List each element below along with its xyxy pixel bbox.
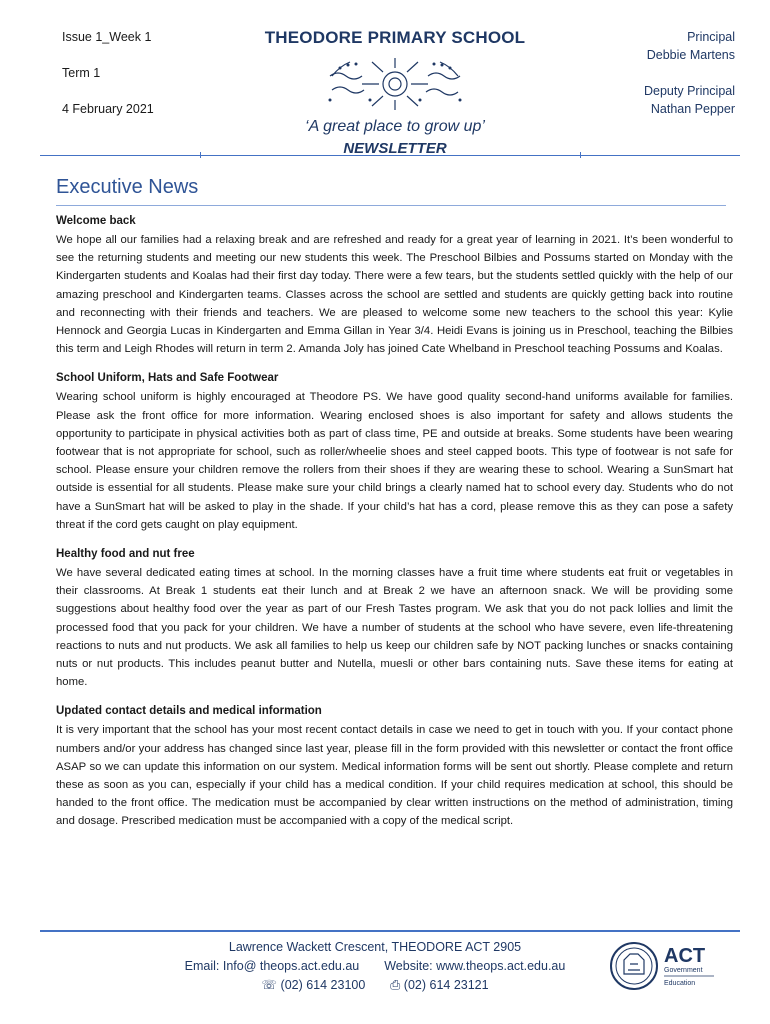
contact-phone <box>100 976 650 995</box>
school-motto: ‘A great place to grow up’ <box>305 118 485 135</box>
article-body: We hope all our families had a relaxing break and are refreshed and ready for a great year of learning in 2021. It’s been wonderful to see the returning students and meeting our new students this week. The Preschool Bilbies and Possums started on Monday with the Kindergarten students and Koalas had their first day today. There were a few tears, but the students settled quickly with the help of our amazing preschool and Kindergarten teams. Classes across the school are settled and students are quickly getting back into routine and reconnecting with their friends and teachers. We are pleased to welcome some new teachers to the school this year: Kylie Hennock and Georgia Lucas in Kindergarten and Emma Gillan in Year 3/4. Heidi Evans is joining us in Preschool, teaching the Bilbies this term and Leigh Rhodes will return in term 2. Amanda Joly has joined Cate Whelband in Preschool teaching Possums and Koalas. <box>56 234 733 356</box>
section-divider <box>56 205 726 206</box>
term-label: Term 1 <box>62 66 101 80</box>
school-address: Lawrence Wackett Crescent, THEODORE ACT 2905 <box>228 940 522 954</box>
deputy-title: Deputy Principal <box>643 84 735 98</box>
principal-name: Debbie Martens <box>646 48 735 62</box>
logo-line1: Government <box>664 967 703 974</box>
section-title: Executive News <box>56 176 199 198</box>
article-body: Wearing school uniform is highly encouraged at Theodore PS. We have good quality second-hand uniforms available for families. Please ask the front office for more information. Wearing enclosed shoes is also important for safety and allows students the opportunity to participate in physical activities both as part of class time, PE and outside at breaks. Some students have been wearing footwear that is not appropriate for school, such as roller/wheelie shoes and steel capped boots. This type of footwear is not safe for school. Please ensure your children remove the rollers from their shoes if they are wearing these to school. Wearing a SunSmart hat outside is essential for all students. Please make sure your child brings a clearly named hat to school every day. Students who do not have a SunSmart hat will be asked to play in the shade. If your child’s hat has a cord, please remove this as they can pose a safety threat if the cord gets caught on play equipment. <box>56 391 733 531</box>
act-government-logo <box>608 940 728 992</box>
header-divider <box>40 155 740 156</box>
issue-info <box>62 28 154 136</box>
article-heading: Healthy food and nut free <box>56 548 195 561</box>
logo-line2: Education <box>664 980 696 987</box>
article <box>56 370 733 534</box>
article <box>56 213 733 358</box>
footer-divider <box>40 930 740 932</box>
article-body: It is very important that the school has your most recent contact details in case we need to get in touch with you. If your contact phone numbers and/or your address has changed since last year, please fill in the form provided with this newsletter or contact the front office ASAP so we can update this information on our system. Medical information forms will be sent out shortly. Please complete and return these as soon as you can, especially if your child has a medical condition. If your child requires medication at school, this should be handed to the front office. The medication must be accompanied by clear written instructions on the method of administration, timing and dosage. Prescribed medication must be accompanied with a copy of the medical script. <box>56 724 733 828</box>
article-heading: School Uniform, Hats and Safe Footwear <box>56 372 279 385</box>
school-name: THEODORE PRIMARY SCHOOL <box>264 28 526 47</box>
fax-number: (02) 614 23121 <box>403 978 489 992</box>
logo-wordmark: ACT <box>664 945 706 967</box>
article-heading: Welcome back <box>56 215 136 227</box>
email-link[interactable]: Email: Info@ theops.act.edu.au <box>184 959 360 973</box>
website-link[interactable]: Website: www.theops.act.edu.au <box>384 959 566 973</box>
article-heading: Updated contact details and medical information <box>56 705 322 718</box>
issue-number: Issue 1_Week 1 <box>62 30 152 44</box>
article-body: We have several dedicated eating times at school. In the morning classes have a fruit time where students eat fruit or vegetables in their classrooms. At Break 1 students eat their lunch and at Break 2 we have an afternoon snack. We will be providing some suggestions about healthy food over the year as part of our Fresh Tastes program. We ask that you do not pack lollies and limit the processed food that you pack for your children. We have a number of students at the school who have severe, even life-threatening reactions to nuts and nut products. We ask all families to help us keep our children safe by NOT packing lunches or snacks containing nuts or nut products. This includes peanut butter and Nutella, muesli or other bars containing nuts. Save these items for eating at home. <box>56 567 733 689</box>
newsletter-title: NEWSLETTER <box>343 140 447 157</box>
fax-icon: ⎙ <box>390 978 401 992</box>
article-list <box>56 210 733 843</box>
staff-info <box>644 28 735 118</box>
deputy-name: Nathan Pepper <box>650 102 735 116</box>
principal-title: Principal <box>687 30 735 44</box>
footer-contact <box>100 938 650 995</box>
header-divider-tick <box>200 152 201 158</box>
masthead <box>230 28 560 157</box>
issue-date: 4 February 2021 <box>62 102 154 116</box>
header-divider-tick <box>580 152 581 158</box>
school-emblem-icon <box>300 54 490 112</box>
article <box>56 546 733 691</box>
contact-web <box>100 957 650 976</box>
phone-number: (02) 614 23100 <box>280 978 366 992</box>
article <box>56 703 733 830</box>
phone-icon: ☏ <box>261 978 278 992</box>
